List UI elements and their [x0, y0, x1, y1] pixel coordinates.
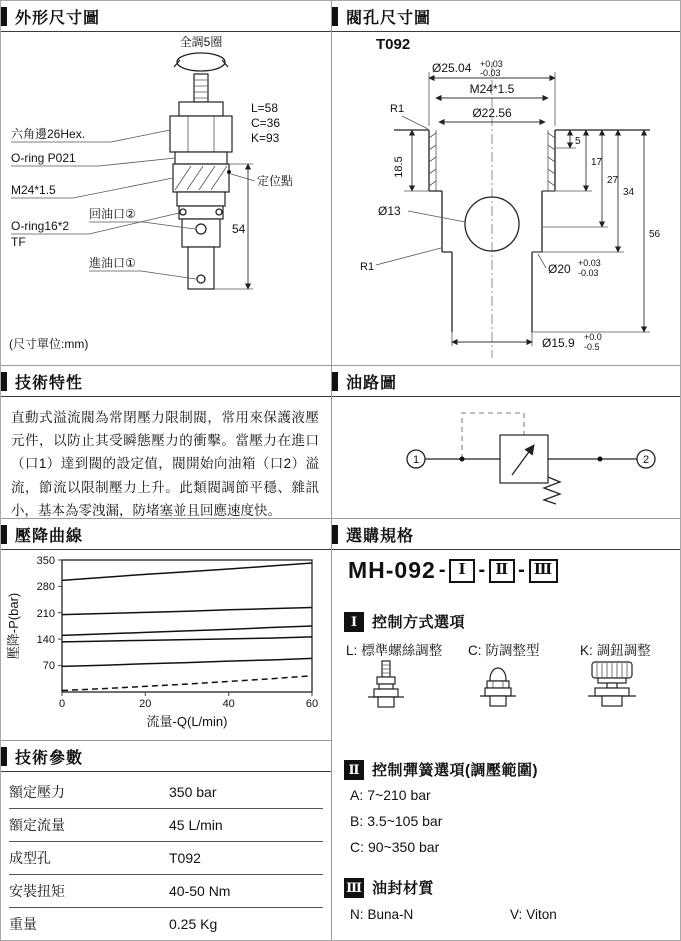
svg-text:2: 2 [642, 454, 650, 466]
features-header [1, 366, 331, 397]
chart-series [62, 563, 312, 690]
option-spring-c: C: 90~350 bar [350, 839, 440, 855]
option-spring-a: A: 7~210 bar [350, 787, 431, 803]
svg-text:Ø22.56: Ø22.56 [472, 106, 512, 120]
section-control-type [344, 611, 465, 632]
pressure-drop-chart [4, 552, 329, 740]
param-label: 重量 [9, 916, 37, 932]
svg-text:Ø15.9: Ø15.9 [542, 336, 575, 350]
svg-text:-0.5: -0.5 [584, 342, 600, 352]
height-l-label: L=58 [251, 101, 279, 115]
params-table [1, 772, 331, 941]
panel-technical-parameters [1, 741, 332, 941]
params-title: 技術參數 [15, 749, 84, 767]
y-tick-label: 280 [36, 581, 55, 593]
locating-point-label: 定位點 [257, 174, 294, 188]
param-value: T092 [169, 850, 201, 866]
section-spring-range [344, 759, 538, 780]
option-tamper-proof: C: 防調整型 [468, 643, 540, 658]
option-spring-b: B: 3.5~105 bar [350, 813, 443, 829]
svg-text:27: 27 [607, 175, 619, 186]
x-tick-label: 60 [305, 698, 319, 710]
panel-pressure-drop-curve [1, 519, 332, 741]
callout-thread-m24 [11, 178, 173, 198]
numeral-badge-3: Ⅲ [344, 878, 364, 898]
cavity-profile [394, 130, 650, 332]
svg-text:+0.03: +0.03 [578, 258, 601, 268]
header-bar-icon [1, 372, 7, 391]
dim-54-text: 54 [232, 222, 246, 236]
model-numeral-3: Ⅲ [529, 559, 558, 583]
option-seal-buna: N: Buna-N [350, 907, 414, 922]
svg-text:-0.03: -0.03 [480, 68, 501, 78]
dim-r1-bottom [360, 248, 441, 273]
panel-ordering-spec [332, 519, 681, 941]
dim-r1-top [390, 103, 428, 129]
svg-text:17: 17 [591, 157, 603, 168]
circuit-header [332, 366, 681, 397]
model-separator: - [438, 559, 447, 581]
knob-adjust-icon [588, 659, 636, 721]
spring-range-heading: 控制彈簧選項(調壓範圍) [372, 762, 538, 779]
numeral-badge-2: Ⅱ [344, 760, 364, 780]
panel-circuit-diagram [332, 366, 681, 519]
x-tick-label: 0 [58, 698, 66, 710]
dim-thread [436, 82, 548, 98]
table-row [9, 875, 323, 908]
model-code-line [348, 557, 558, 584]
callout-inlet-port [89, 255, 196, 279]
relief-valve-symbol [332, 397, 681, 519]
callout-oring-p021 [11, 151, 175, 166]
control-type-heading: 控制方式選項 [372, 614, 466, 631]
valve-body [170, 74, 232, 289]
curve-min-pressure [62, 676, 312, 691]
section-seal-material [344, 877, 434, 898]
ordering-title: 選購規格 [346, 527, 415, 545]
seal-options-row [350, 907, 670, 922]
header-bar-icon [332, 525, 338, 544]
model-numeral-1: Ⅰ [449, 559, 475, 583]
unit-note: (尺寸單位:mm) [9, 337, 89, 351]
model-prefix: MH-092 [348, 557, 436, 583]
features-title: 技術特性 [15, 374, 84, 392]
curve-setting-70bar [62, 658, 312, 666]
model-numeral-2: Ⅱ [489, 559, 515, 583]
tf-label: TF [11, 235, 26, 249]
dim-depth-5 [555, 130, 581, 148]
header-bar-icon [1, 747, 7, 766]
param-value: 40-50 Nm [169, 883, 231, 899]
svg-text:1: 1 [412, 454, 420, 466]
x-tick-label: 40 [222, 698, 235, 710]
y-tick-label: 70 [42, 660, 55, 672]
y-tick-label: 140 [36, 634, 55, 646]
model-separator: - [518, 559, 526, 581]
x-tick-label: 20 [139, 698, 152, 710]
header-bar-icon [1, 7, 7, 26]
adjust-rotation-icon [174, 53, 228, 71]
params-header [1, 741, 331, 772]
valve-square [500, 435, 548, 483]
dim-depth-17 [542, 130, 603, 191]
svg-text:-0.03: -0.03 [578, 268, 599, 278]
dim-seat [538, 254, 601, 278]
y-tick-label: 210 [36, 608, 55, 620]
table-row [9, 809, 323, 842]
control-options-row [346, 639, 676, 659]
dim-depth-18-5 [393, 130, 429, 191]
y-tick-label: 350 [36, 555, 55, 567]
svg-text:M24*1.5: M24*1.5 [11, 183, 56, 197]
header-bar-icon [332, 7, 338, 26]
svg-text:Ø25.04: Ø25.04 [432, 61, 472, 75]
dim-cross-hole [378, 204, 465, 222]
curve-setting-210bar [62, 608, 312, 615]
option-seal-viton: V: Viton [510, 907, 557, 922]
svg-text:56: 56 [649, 229, 661, 240]
param-value: 0.25 Kg [169, 916, 218, 932]
pilot-junction-dot [460, 457, 465, 462]
svg-text:+0.03: +0.03 [480, 59, 503, 69]
svg-text:M24*1.5: M24*1.5 [469, 82, 515, 96]
svg-text:回油口②: 回油口② [89, 207, 136, 221]
svg-text:5: 5 [575, 136, 581, 147]
port2-symbol [637, 450, 655, 468]
circuit-title: 油路圖 [346, 374, 398, 392]
curve-title: 壓降曲線 [15, 527, 84, 545]
curve-setting-140bar [62, 637, 312, 642]
ordering-header [332, 519, 681, 550]
panel-technical-features [1, 366, 332, 519]
height-k-label: K=93 [251, 131, 280, 145]
svg-text:進油口①: 進油口① [89, 256, 136, 270]
option-standard-screw: L: 標準螺絲調整 [346, 643, 443, 658]
param-label: 成型孔 [9, 850, 51, 866]
seal-material-heading: 油封材質 [372, 880, 435, 897]
cap-adjust-icon [480, 659, 516, 721]
svg-text:34: 34 [623, 187, 635, 198]
plot-frame [62, 560, 312, 692]
model-separator: - [478, 559, 487, 581]
outline-title: 外形尺寸圖 [15, 9, 101, 27]
y-axis-label: 壓降-P(bar) [6, 592, 21, 660]
svg-text:Ø20: Ø20 [548, 262, 571, 276]
option-knob: K: 調鈕調整 [580, 643, 651, 658]
port1-symbol [407, 450, 425, 468]
param-value: 350 bar [169, 784, 217, 800]
numeral-badge-1: Ⅰ [344, 612, 364, 632]
panel-outline-dimensions [1, 1, 332, 366]
callout-hex [11, 126, 170, 142]
x-axis-label: 流量-Q(L/min) [146, 714, 228, 729]
param-label: 安裝扭矩 [9, 883, 65, 899]
outline-header [1, 1, 331, 32]
param-value: 45 L/min [169, 817, 223, 833]
table-row [9, 842, 323, 875]
curve-header [1, 519, 331, 550]
cavity-header [332, 1, 681, 32]
screw-adjust-icon [368, 659, 404, 721]
param-label: 額定壓力 [9, 784, 65, 800]
curve-setting-160bar [62, 626, 312, 635]
height-c-label: C=36 [251, 116, 281, 130]
adjust-turns-label: 全調5圈 [179, 35, 223, 49]
param-label: 額定流量 [9, 817, 65, 833]
valve-outline-drawing [1, 32, 332, 365]
svg-text:六角邊26Hex.: 六角邊26Hex. [11, 127, 86, 141]
table-row [9, 908, 323, 941]
svg-text:R1: R1 [360, 261, 375, 273]
table-row [9, 776, 323, 809]
header-bar-icon [1, 525, 7, 544]
dim-nose [452, 332, 602, 352]
svg-text:Ø13: Ø13 [378, 204, 401, 218]
svg-text:+0.0: +0.0 [584, 332, 602, 342]
svg-text:R1: R1 [390, 103, 405, 115]
header-bar-icon [332, 372, 338, 391]
features-paragraph: 直動式溢流閥為常閉壓力限制閥，常用來保護液壓元件，以防止其受瞬態壓力的衝擊。當壓力在進口（口1）達到閥的設定值，閥開始向油箱（口2）溢流，節流以限制壓力上升。此類閥調節平穩、雜訊小，基本為零洩漏，防堵塞並且回應速度快。 [11, 410, 319, 518]
dim-pilot [439, 106, 545, 122]
panel-cavity-dimensions [332, 1, 681, 366]
svg-text:O-ring16*2: O-ring16*2 [11, 219, 70, 233]
svg-text:O-ring P021: O-ring P021 [11, 151, 76, 165]
cavity-drawing [332, 32, 681, 365]
cavity-title: 閥孔尺寸圖 [346, 9, 432, 27]
cavity-code: T092 [376, 36, 411, 53]
svg-text:18.5: 18.5 [393, 156, 405, 178]
curve-setting-350bar [62, 563, 312, 580]
outlet-junction-dot [598, 457, 603, 462]
